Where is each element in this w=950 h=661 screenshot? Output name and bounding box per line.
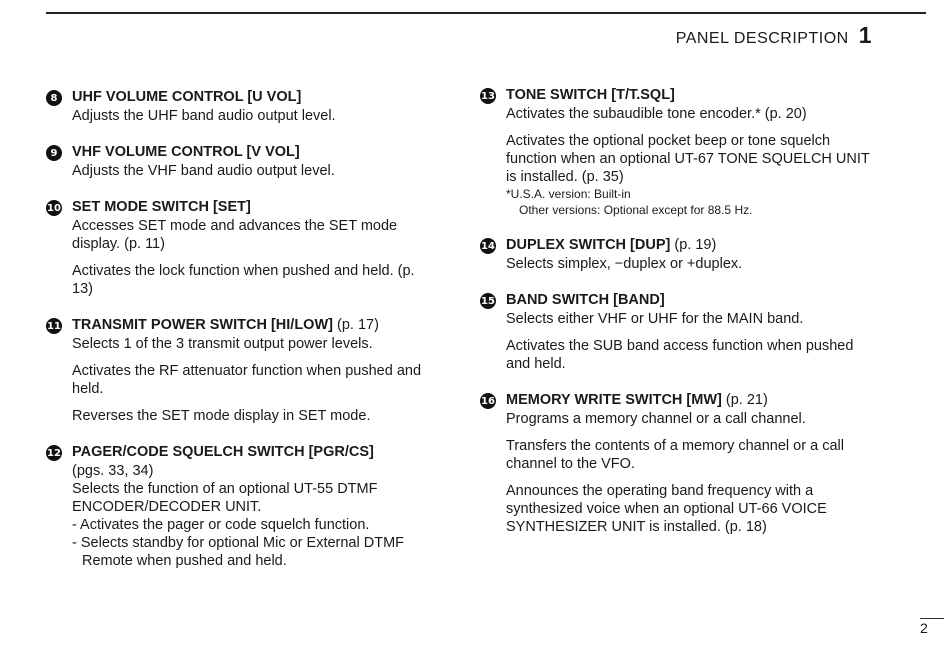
left-column (46, 88, 426, 588)
item-title: TONE SWITCH [T/T.SQL] (506, 87, 675, 103)
item-description: Announces the operating band frequency with a synthesized voice when an optional UT-66 VOICE SYNTHESIZER UNIT is installed. (p. 18) (506, 483, 827, 535)
page-reference: (p. 17) (332, 317, 379, 333)
item-description: Selects either VHF or UHF for the MAIN band. (506, 311, 804, 327)
item-vhf-volume (46, 143, 426, 180)
item-title (72, 316, 426, 335)
item-title: BAND SWITCH [BAND] (506, 292, 665, 308)
item-title (506, 391, 880, 410)
item-title-text: TRANSMIT POWER SWITCH [HI/LOW] (72, 317, 333, 333)
header-title: PANEL DESCRIPTION (675, 30, 849, 47)
item-set-mode (46, 198, 426, 298)
item-description: Activates the lock function when pushed and held. (p. 13) (72, 263, 415, 297)
item-title: UHF VOLUME CONTROL [U VOL] (72, 89, 302, 105)
item-tone-switch (480, 86, 880, 218)
item-description: Activates the subaudible tone encoder.* (p. 20) (506, 106, 807, 122)
bullet-item: - Selects standby for optional Mic or External DTMF (72, 535, 405, 551)
item-title-text: DUPLEX SWITCH [DUP] (506, 237, 671, 253)
item-description: Selects simplex, −duplex or +duplex. (506, 256, 743, 272)
item-title: PAGER/CODE SQUELCH SWITCH [PGR/CS] (72, 444, 374, 460)
item-description: Reverses the SET mode display in SET mode. (72, 408, 371, 424)
page-number: 2 (920, 618, 944, 636)
item-uhf-volume (46, 88, 426, 125)
item-number-badge: 9 (46, 145, 62, 161)
right-column (480, 86, 880, 554)
item-number-badge: 13 (480, 88, 496, 104)
item-description: Selects the function of an optional UT-55 DTMF ENCODER/DECODER UNIT. (72, 481, 378, 515)
item-description: Adjusts the UHF band audio output level. (72, 108, 336, 124)
item-description: Activates the SUB band access function when pushed and held. (506, 338, 854, 372)
item-description: Selects 1 of the 3 transmit output power levels. (72, 336, 373, 352)
item-title: SET MODE SWITCH [SET] (72, 199, 251, 215)
item-description: Programs a memory channel or a call channel. (506, 411, 806, 427)
item-description: Activates the optional pocket beep or tone squelch function when an optional UT-67 TONE SQUELCH UNIT is installed. (p. 35) (506, 133, 870, 185)
item-number-badge: 10 (46, 200, 62, 216)
footnote: *U.S.A. version: Built-in (506, 187, 631, 201)
item-description: Transfers the contents of a memory channel or a call channel to the VFO. (506, 438, 844, 472)
item-band-switch (480, 291, 880, 373)
item-number-badge: 16 (480, 393, 496, 409)
item-number-badge: 14 (480, 238, 496, 254)
item-number-badge: 8 (46, 90, 62, 106)
item-description: Accesses SET mode and advances the SET mode display. (p. 11) (72, 218, 398, 252)
top-rule (46, 12, 926, 14)
item-number-badge: 15 (480, 293, 496, 309)
page-reference: (pgs. 33, 34) (72, 463, 154, 479)
item-title-text: MEMORY WRITE SWITCH [MW] (506, 392, 722, 408)
item-title (506, 236, 880, 255)
page-reference: (p. 19) (670, 237, 717, 253)
item-pager-code-squelch (46, 443, 426, 570)
item-memory-write (480, 391, 880, 536)
chapter-number: 1 (858, 22, 872, 48)
bullet-item-continuation: Remote when pushed and held. (82, 553, 287, 569)
page-header (676, 22, 872, 49)
item-duplex-switch (480, 236, 880, 273)
item-number-badge: 11 (46, 318, 62, 334)
item-number-badge: 12 (46, 445, 62, 461)
item-description: Adjusts the VHF band audio output level. (72, 163, 335, 179)
item-title: VHF VOLUME CONTROL [V VOL] (72, 144, 300, 160)
bullet-item: - Activates the pager or code squelch function. (72, 517, 370, 533)
footnote: Other versions: Optional except for 88.5 Hz. (519, 203, 753, 217)
item-description: Activates the RF attenuator function when pushed and held. (72, 363, 422, 397)
item-transmit-power (46, 316, 426, 425)
page-reference: (p. 21) (721, 392, 768, 408)
